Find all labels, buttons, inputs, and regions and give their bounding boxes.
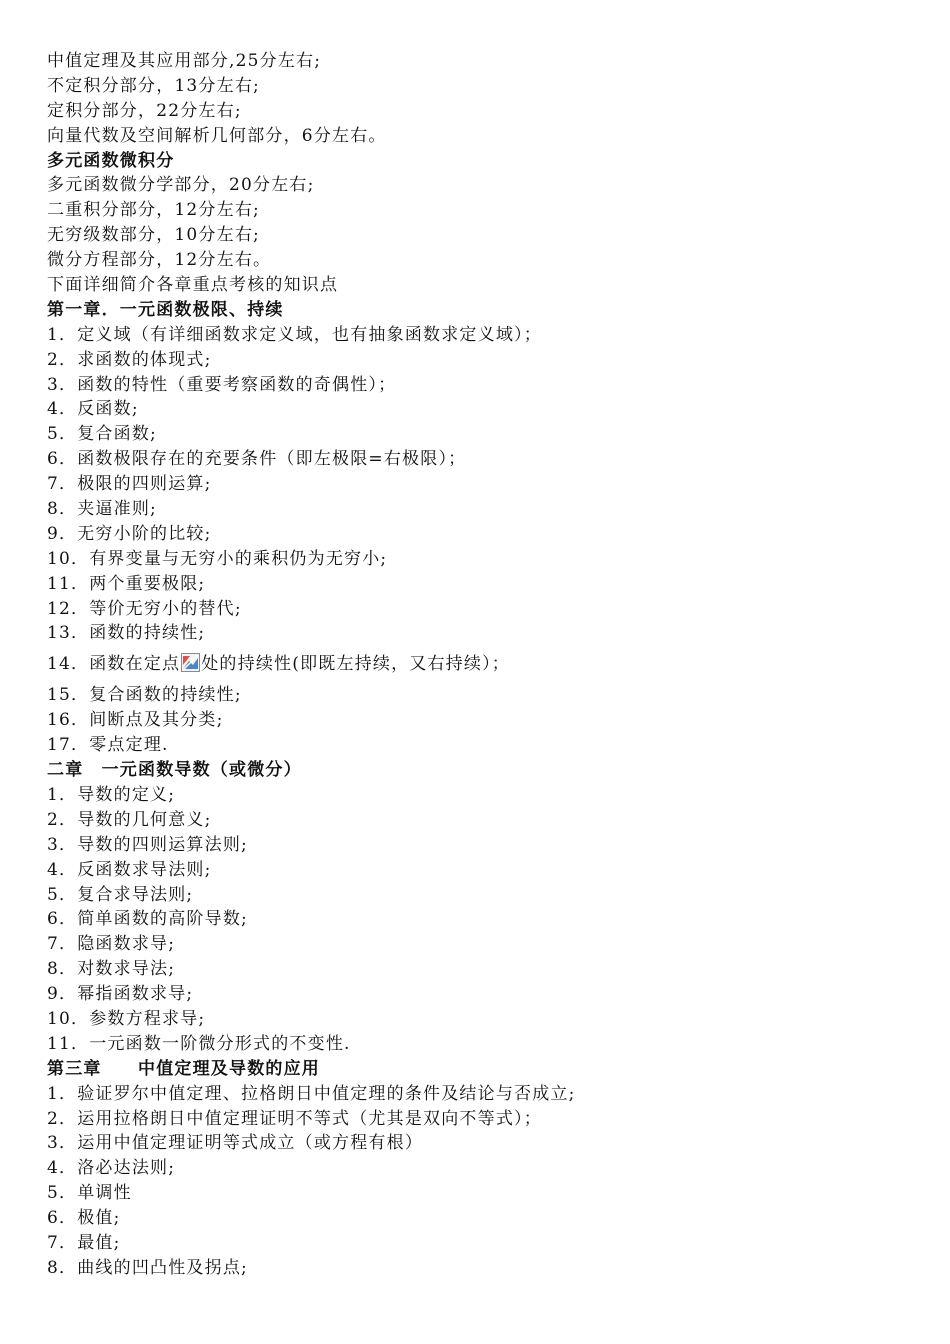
text-line: 多元函数微分学部分，20分左右; (47, 175, 315, 196)
list-item: 7．最值; (47, 1232, 121, 1253)
list-item-text: 处的持续性(即既左持续，又右持续）； (201, 654, 510, 675)
list-item: 6．简单函数的高阶导数; (47, 909, 248, 930)
list-item: 4．反函数; (47, 399, 139, 420)
list-item: 15．复合函数的持续性; (47, 685, 242, 706)
list-item: 1．验证罗尔中值定理、拉格朗日中值定理的条件及结论与否成立; (47, 1083, 576, 1104)
list-item: 6．函数极限存在的充要条件（即左极限=右极限）； (47, 449, 467, 470)
list-item: 1．导数的定义; (47, 784, 176, 805)
list-item: 17．零点定理. (47, 735, 169, 756)
list-item: 9．无穷小阶的比较; (47, 523, 212, 544)
list-item: 2．求函数的体现式; (47, 349, 212, 370)
text-line: 不定积分部分，13分左右; (47, 75, 260, 96)
list-item: 5．复合函数; (47, 424, 157, 445)
text-line: 微分方程部分，12分左右。 (47, 250, 272, 271)
list-item: 11．两个重要极限; (47, 573, 206, 594)
list-item: 6．极值; (47, 1208, 121, 1229)
list-item: 13．函数的持续性; (47, 623, 206, 644)
list-item: 7．极限的四则运算; (47, 474, 212, 495)
chapter-heading: 第三章 中值定理及导数的应用 (47, 1058, 320, 1079)
text-line: 中值定理及其应用部分,25分左右; (47, 51, 322, 71)
list-item: 8．曲线的凹凸性及拐点; (47, 1257, 248, 1278)
list-item: 3．导数的四则运算法则; (47, 834, 248, 855)
chapter-heading: 第一章．一元函数极限、持续 (47, 299, 284, 320)
text-line: 无穷级数部分，10分左右; (47, 225, 260, 246)
list-item: 2．导数的几何意义; (47, 809, 212, 830)
broken-image-icon (181, 649, 200, 668)
list-item: 10．参数方程求导; (47, 1008, 206, 1029)
list-item: 8．对数求导法; (47, 959, 176, 980)
text-line: 二重积分部分，12分左右; (47, 200, 260, 221)
list-item: 9．幂指函数求导; (47, 984, 194, 1005)
list-item-text: 14．函数在定点 (47, 654, 181, 675)
list-item: 8．夹逼准则; (47, 499, 157, 520)
text-line: 下面详细简介各章重点考核的知识点 (47, 275, 339, 296)
list-item: 2．运用拉格朗日中值定理证明不等式（尤其是双向不等式）； (47, 1108, 542, 1129)
list-item: 7．隐函数求导; (47, 934, 176, 955)
list-item: 1．定义域（有详细函数求定义域，也有抽象函数求定义域）； (47, 324, 542, 345)
list-item: 12．等价无穷小的替代; (47, 598, 242, 619)
list-item: 11．一元函数一阶微分形式的不变性. (47, 1033, 351, 1054)
text-line: 向量代数及空间解析几何部分，6分左右。 (47, 125, 387, 146)
list-item: 5．单调性 (47, 1183, 132, 1204)
list-item: 5．复合求导法则; (47, 884, 194, 905)
list-item: 3．运用中值定理证明等式成立（或方程有根） (47, 1133, 424, 1154)
list-item (47, 646, 927, 683)
text-line: 定积分部分，22分左右; (47, 100, 242, 121)
list-item: 4．反函数求导法则; (47, 859, 212, 880)
list-item: 10．有界变量与无穷小的乘积仍为无穷小; (47, 548, 388, 569)
list-item: 4．洛必达法则; (47, 1158, 176, 1179)
chapter-heading: 二章 一元函数导数（或微分） (47, 760, 302, 781)
list-item: 3．函数的特性（重要考察函数的奇偶性）； (47, 374, 397, 395)
section-heading: 多元函数微积分 (47, 150, 175, 171)
list-item: 16．间断点及其分类; (47, 710, 224, 731)
document-body (47, 49, 927, 1281)
